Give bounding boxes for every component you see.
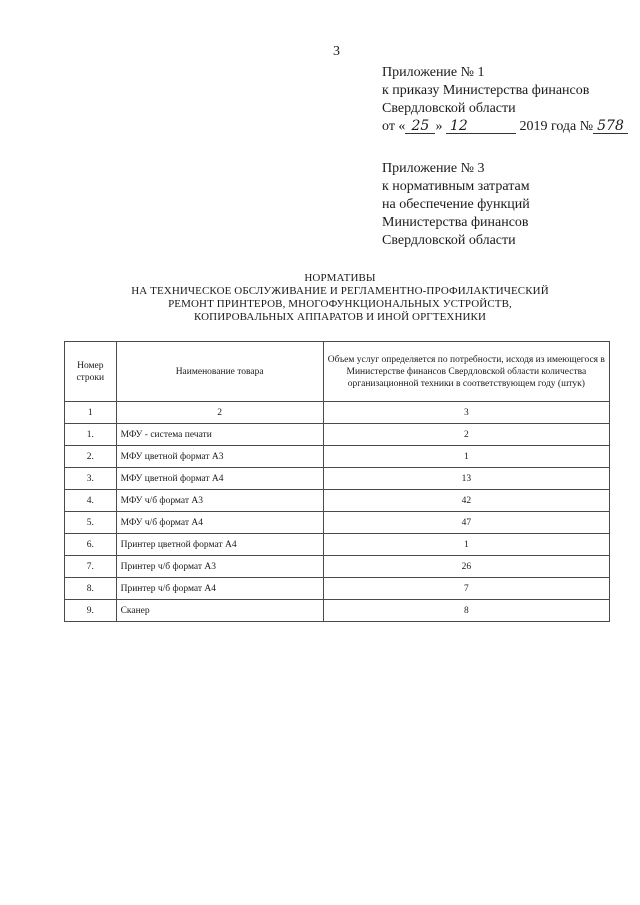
header-quantity: Объем услуг определяется по потребности, исходя из имеющегося в Министерстве финансов Свердловской области количества организационной техники в соответствующем году (штук) bbox=[323, 342, 609, 402]
appendix-1-block bbox=[382, 64, 628, 136]
row-number: 8. bbox=[65, 578, 117, 600]
table-row bbox=[65, 490, 610, 512]
row-quantity: 1 bbox=[323, 534, 609, 556]
row-number: 9. bbox=[65, 600, 117, 622]
title-line-1: НОРМАТИВЫ bbox=[304, 272, 376, 284]
appendix-3-line-4: Министерства финансов bbox=[382, 215, 529, 230]
table-row bbox=[65, 468, 610, 490]
appendix-1-order-ref: к приказу Министерства финансов bbox=[382, 83, 590, 98]
row-item-name: МФУ ч/б формат А3 bbox=[116, 490, 323, 512]
title-line-4: КОПИРОВАЛЬНЫХ АППАРАТОВ И ИНОЙ ОРГТЕХНИКИ bbox=[193, 311, 487, 323]
table-row bbox=[65, 424, 610, 446]
row-quantity: 13 bbox=[323, 468, 609, 490]
row-number: 3. bbox=[65, 468, 117, 490]
handwritten-month: 12 bbox=[446, 119, 516, 134]
table-index-row bbox=[65, 402, 610, 424]
index-cell: 1 bbox=[65, 402, 117, 424]
table-row bbox=[65, 556, 610, 578]
table-row bbox=[65, 578, 610, 600]
row-item-name: МФУ цветной формат А3 bbox=[116, 446, 323, 468]
index-cell: 2 bbox=[116, 402, 323, 424]
row-quantity: 26 bbox=[323, 556, 609, 578]
row-quantity: 42 bbox=[323, 490, 609, 512]
row-number: 7. bbox=[65, 556, 117, 578]
appendix-1-title: Приложение № 1 bbox=[382, 65, 485, 80]
row-quantity: 2 bbox=[323, 424, 609, 446]
appendix-3-title: Приложение № 3 bbox=[382, 161, 485, 176]
title-line-3: РЕМОНТ ПРИНТЕРОВ, МНОГОФУНКЦИОНАЛЬНЫХ УСТРОЙСТВ, bbox=[168, 298, 512, 310]
row-quantity: 47 bbox=[323, 512, 609, 534]
appendix-1-date-line bbox=[382, 118, 628, 136]
handwritten-day: 25 bbox=[405, 119, 435, 134]
table-row bbox=[65, 512, 610, 534]
row-item-name: МФУ ч/б формат А4 bbox=[116, 512, 323, 534]
appendix-3-block bbox=[382, 160, 530, 250]
row-number: 5. bbox=[65, 512, 117, 534]
table-header-row bbox=[65, 342, 610, 402]
row-item-name: МФУ - система печати bbox=[116, 424, 323, 446]
row-item-name: Принтер цветной формат А4 bbox=[116, 534, 323, 556]
row-item-name: Сканер bbox=[116, 600, 323, 622]
header-item-name: Наименование товара bbox=[116, 342, 323, 402]
appendix-1-region: Свердловской области bbox=[382, 101, 516, 116]
date-prefix: от « bbox=[382, 119, 406, 134]
row-number: 1. bbox=[65, 424, 117, 446]
table-row bbox=[65, 600, 610, 622]
appendix-3-line-5: Свердловской области bbox=[382, 233, 516, 248]
row-item-name: МФУ цветной формат А4 bbox=[116, 468, 323, 490]
handwritten-order-number: 578 bbox=[593, 119, 628, 134]
appendix-3-line-2: к нормативным затратам bbox=[382, 179, 530, 194]
document-title bbox=[60, 272, 620, 324]
index-cell: 3 bbox=[323, 402, 609, 424]
row-quantity: 8 bbox=[323, 600, 609, 622]
row-item-name: Принтер ч/б формат А4 bbox=[116, 578, 323, 600]
page-number: 3 bbox=[333, 44, 340, 59]
header-row-number: Номер строки bbox=[65, 342, 117, 402]
row-item-name: Принтер ч/б формат А3 bbox=[116, 556, 323, 578]
row-quantity: 7 bbox=[323, 578, 609, 600]
norms-table bbox=[64, 341, 610, 622]
row-number: 2. bbox=[65, 446, 117, 468]
title-line-2: НА ТЕХНИЧЕСКОЕ ОБСЛУЖИВАНИЕ И РЕГЛАМЕНТНО-ПРОФИЛАКТИЧЕСКИЙ bbox=[131, 285, 549, 297]
table-row bbox=[65, 446, 610, 468]
year-text: 2019 года № bbox=[519, 119, 594, 134]
row-quantity: 1 bbox=[323, 446, 609, 468]
appendix-3-line-3: на обеспечение функций bbox=[382, 197, 530, 212]
table-row bbox=[65, 534, 610, 556]
row-number: 4. bbox=[65, 490, 117, 512]
date-mid: » bbox=[435, 119, 443, 134]
row-number: 6. bbox=[65, 534, 117, 556]
